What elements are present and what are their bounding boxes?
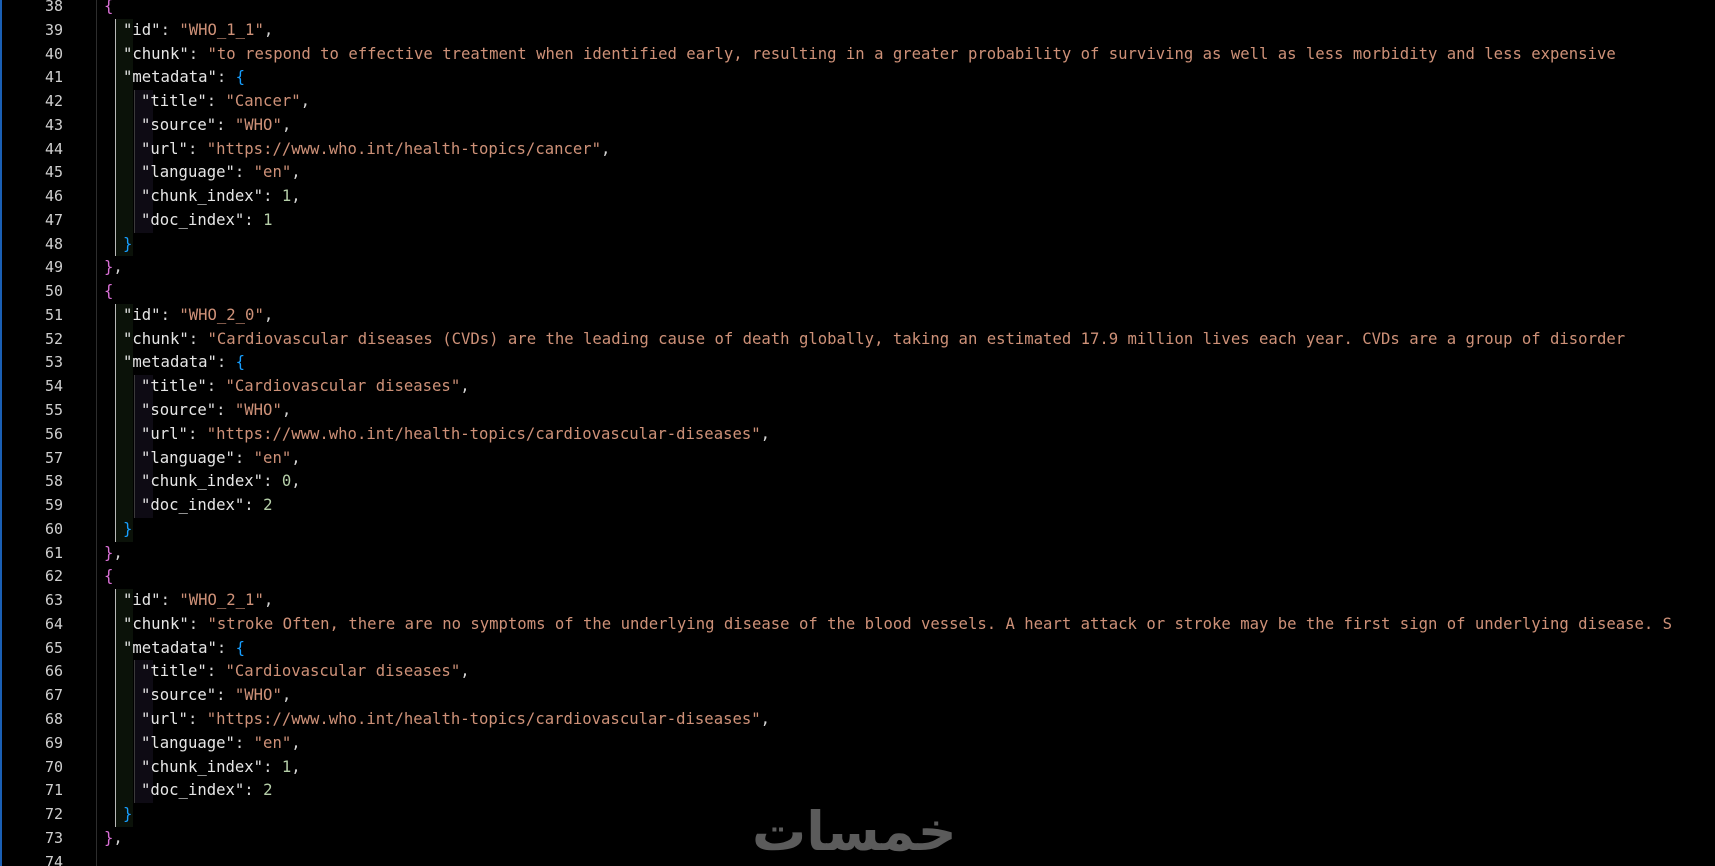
punctuation: , [263, 591, 274, 610]
code-line[interactable] [98, 565, 1715, 589]
punctuation: : [263, 187, 282, 206]
json-number: 1 [281, 757, 292, 776]
code-line[interactable] [98, 161, 1715, 185]
bracket: } [104, 828, 114, 847]
code-text [141, 494, 272, 518]
indent-shade [116, 209, 133, 233]
punctuation: , [460, 662, 470, 681]
json-key: "source" [141, 686, 217, 705]
code-text [104, 256, 123, 280]
code-text [123, 66, 245, 90]
json-key: "language" [141, 448, 235, 467]
code-text [141, 756, 301, 780]
punctuation: : [187, 424, 207, 443]
json-key: "id" [123, 591, 161, 610]
code-line[interactable] [98, 732, 1715, 756]
indent-shade [116, 447, 133, 471]
punctuation: : [188, 44, 208, 63]
line-number: 45 [44, 163, 63, 182]
line-number: 48 [44, 234, 63, 253]
line-number: 40 [44, 44, 63, 63]
code-line[interactable] [98, 542, 1715, 566]
indent-shade [116, 399, 133, 423]
code-text [141, 732, 301, 756]
json-key: "chunk" [123, 44, 189, 63]
line-number: 58 [44, 472, 63, 491]
json-key: "url" [141, 139, 188, 158]
code-line[interactable] [98, 328, 1715, 352]
code-line[interactable] [98, 209, 1715, 233]
line-number: 44 [44, 139, 63, 158]
json-key: "chunk" [123, 614, 189, 633]
bracket: } [104, 258, 114, 277]
punctuation: , [291, 472, 301, 491]
line-number-gutter [0, 0, 96, 866]
code-line[interactable] [98, 470, 1715, 494]
code-text [123, 613, 1672, 637]
code-line[interactable] [98, 114, 1715, 138]
json-string: "en" [253, 733, 292, 752]
punctuation: : [216, 686, 235, 705]
code-line[interactable] [98, 375, 1715, 399]
code-line[interactable] [98, 138, 1715, 162]
json-string: "WHO" [234, 686, 282, 705]
punctuation: : [206, 662, 226, 681]
punctuation: : [263, 757, 282, 776]
line-number: 63 [44, 591, 63, 610]
code-text [141, 90, 310, 114]
json-key: "chunk_index" [141, 757, 264, 776]
code-text [123, 518, 132, 542]
line-number: 65 [44, 638, 63, 657]
bracket: { [235, 353, 246, 372]
line-number: 42 [44, 92, 63, 111]
code-text [123, 304, 273, 328]
code-line[interactable] [98, 304, 1715, 328]
punctuation: , [281, 401, 292, 420]
line-number: 66 [44, 662, 63, 681]
line-number: 61 [44, 543, 63, 562]
code-text [104, 565, 113, 589]
line-number: 57 [44, 448, 63, 467]
code-line[interactable] [98, 423, 1715, 447]
json-number: 2 [263, 781, 273, 800]
json-key: "source" [141, 115, 217, 134]
punctuation: , [291, 733, 301, 752]
code-text [141, 185, 301, 209]
json-key: "title" [141, 377, 207, 396]
line-number: 47 [44, 210, 63, 229]
code-area[interactable] [98, 0, 1715, 866]
punctuation: : [160, 591, 180, 610]
code-text [123, 637, 245, 661]
code-line[interactable] [98, 43, 1715, 67]
indent-shade [116, 708, 133, 732]
line-number: 41 [44, 68, 63, 87]
punctuation: , [291, 448, 301, 467]
code-line[interactable] [98, 518, 1715, 542]
json-key: "doc_index" [141, 781, 245, 800]
indent-shade [116, 375, 133, 399]
bracket: { [104, 567, 114, 586]
json-key: "url" [141, 709, 188, 728]
line-number: 46 [44, 187, 63, 206]
punctuation: : [206, 92, 226, 111]
json-string: "https://www.who.int/health-topics/cardiovascular-diseases" [206, 709, 761, 728]
bracket: { [235, 638, 246, 657]
punctuation: : [160, 20, 180, 39]
line-number: 51 [44, 305, 63, 324]
json-string: "stroke Often, there are no symptoms of the underlying disease of the blood vessels. A heart attack or stroke may be the first sign of underlying disease. S [207, 614, 1673, 633]
line-number: 53 [44, 353, 63, 372]
punctuation: : [244, 496, 264, 515]
indent-shade [116, 114, 133, 138]
code-line[interactable] [98, 637, 1715, 661]
json-number: 0 [281, 472, 292, 491]
code-line[interactable] [98, 613, 1715, 637]
line-number: 55 [44, 401, 63, 420]
line-number: 39 [44, 20, 63, 39]
code-text [141, 375, 470, 399]
line-number: 49 [44, 258, 63, 277]
code-text [141, 684, 291, 708]
json-string: "WHO_2_0" [179, 305, 264, 324]
punctuation: , [291, 187, 301, 206]
code-line[interactable] [98, 90, 1715, 114]
punctuation: : [234, 448, 254, 467]
bracket: } [123, 519, 133, 538]
indent-shade [116, 684, 133, 708]
code-line[interactable] [98, 447, 1715, 471]
code-text [123, 233, 132, 257]
indent-shade [116, 423, 133, 447]
code-text [141, 399, 291, 423]
json-string: "WHO" [234, 401, 282, 420]
punctuation: , [300, 92, 310, 111]
line-number: 70 [44, 757, 63, 776]
json-string: "to respond to effective treatment when identified early, resulting in a greater probability of surviving as well as less morbidity and less expensive [207, 44, 1616, 63]
punctuation: : [263, 472, 282, 491]
indent-shade [116, 138, 133, 162]
json-key: "metadata" [123, 638, 217, 657]
line-number: 64 [44, 614, 63, 633]
gutter-divider [96, 0, 97, 866]
line-number: 73 [44, 828, 63, 847]
code-text [104, 827, 123, 851]
code-line[interactable] [98, 19, 1715, 43]
indent-shade [116, 756, 133, 780]
json-string: "Cardiovascular diseases" [225, 662, 461, 681]
punctuation: , [281, 686, 292, 705]
json-string: "WHO_2_1" [179, 591, 264, 610]
line-number: 38 [44, 0, 63, 15]
punctuation: , [291, 757, 301, 776]
json-key: "language" [141, 733, 235, 752]
punctuation: : [216, 353, 236, 372]
json-key: "id" [123, 20, 161, 39]
code-line[interactable] [98, 280, 1715, 304]
json-key: "language" [141, 163, 235, 182]
json-string: "WHO_1_1" [179, 20, 264, 39]
code-line[interactable] [98, 494, 1715, 518]
json-key: "doc_index" [141, 496, 245, 515]
line-number: 43 [44, 115, 63, 134]
code-line[interactable] [98, 660, 1715, 684]
json-key: "source" [141, 401, 217, 420]
json-string: "en" [253, 448, 292, 467]
json-key: "metadata" [123, 68, 217, 87]
code-line[interactable] [98, 351, 1715, 375]
json-key: "id" [123, 305, 161, 324]
code-text [141, 114, 291, 138]
punctuation: : [187, 709, 207, 728]
json-key: "chunk_index" [141, 187, 264, 206]
code-text [141, 423, 770, 447]
punctuation: : [216, 68, 236, 87]
punctuation: , [601, 139, 611, 158]
bracket: } [104, 543, 114, 562]
punctuation: : [244, 210, 264, 229]
line-number: 67 [44, 686, 63, 705]
json-string: "WHO" [234, 115, 282, 134]
code-line[interactable] [98, 66, 1715, 90]
punctuation: : [206, 377, 226, 396]
json-string: "en" [253, 163, 292, 182]
line-number: 56 [44, 424, 63, 443]
code-text [123, 43, 1616, 67]
punctuation: , [760, 709, 771, 728]
indent-shade [116, 470, 133, 494]
line-number: 60 [44, 519, 63, 538]
indent-shade [116, 779, 133, 803]
json-string: "Cardiovascular diseases (CVDs) are the leading cause of death globally, taking an estimated 17.9 million lives each year. CVDs are a group of disorder [207, 329, 1626, 348]
indent-shade [116, 161, 133, 185]
punctuation: , [281, 115, 292, 134]
code-line[interactable] [98, 589, 1715, 613]
punctuation: , [113, 828, 123, 847]
punctuation: : [216, 401, 235, 420]
code-text [141, 138, 610, 162]
code-text [123, 589, 273, 613]
punctuation: , [291, 163, 301, 182]
indent-shade [116, 90, 133, 114]
line-number: 69 [44, 733, 63, 752]
json-string: "https://www.who.int/health-topics/cancer" [206, 139, 602, 158]
json-string: "Cardiovascular diseases" [225, 377, 461, 396]
json-string: "Cancer" [225, 92, 301, 111]
json-string: "https://www.who.int/health-topics/cardiovascular-diseases" [206, 424, 761, 443]
punctuation: , [460, 377, 470, 396]
line-number: 54 [44, 377, 63, 396]
code-text [141, 447, 301, 471]
punctuation: : [234, 733, 254, 752]
punctuation: , [263, 305, 274, 324]
code-line[interactable] [98, 256, 1715, 280]
code-text [141, 470, 301, 494]
code-text [104, 280, 113, 304]
punctuation: : [188, 329, 208, 348]
punctuation: , [760, 424, 771, 443]
json-key: "url" [141, 424, 188, 443]
punctuation: : [244, 781, 264, 800]
code-text [123, 351, 245, 375]
bracket: { [104, 282, 114, 301]
punctuation: , [113, 543, 123, 562]
punctuation: : [234, 163, 254, 182]
code-text [141, 161, 301, 185]
watermark-logo: خمسات [752, 800, 957, 863]
indent-shade [116, 732, 133, 756]
line-number: 62 [44, 567, 63, 586]
json-number: 2 [263, 496, 273, 515]
line-number: 50 [44, 282, 63, 301]
json-key: "chunk_index" [141, 472, 264, 491]
json-key: "doc_index" [141, 210, 245, 229]
line-number: 52 [44, 329, 63, 348]
bracket: } [123, 805, 133, 824]
punctuation: : [216, 638, 236, 657]
code-text [141, 209, 272, 233]
bracket: { [235, 68, 246, 87]
code-line[interactable] [98, 0, 1715, 19]
code-line[interactable] [98, 756, 1715, 780]
punctuation: : [187, 139, 207, 158]
punctuation: : [188, 614, 208, 633]
code-line[interactable] [98, 708, 1715, 732]
json-key: "title" [141, 662, 207, 681]
punctuation: : [160, 305, 180, 324]
bracket: } [123, 234, 133, 253]
code-text [123, 328, 1625, 352]
code-line[interactable] [98, 399, 1715, 423]
line-number: 68 [44, 709, 63, 728]
indent-shade [116, 660, 133, 684]
code-line[interactable] [98, 185, 1715, 209]
line-number: 74 [44, 852, 63, 866]
punctuation: : [216, 115, 235, 134]
code-text [123, 803, 132, 827]
line-number: 59 [44, 496, 63, 515]
code-text [141, 708, 770, 732]
code-line[interactable] [98, 684, 1715, 708]
code-text [123, 19, 273, 43]
indent-shade [116, 494, 133, 518]
code-text [104, 0, 113, 19]
json-key: "metadata" [123, 353, 217, 372]
code-text [141, 779, 272, 803]
json-number: 1 [281, 187, 292, 206]
line-number: 71 [44, 781, 63, 800]
code-text [141, 660, 470, 684]
punctuation: , [263, 20, 274, 39]
line-number: 72 [44, 805, 63, 824]
json-key: "title" [141, 92, 207, 111]
bracket: { [104, 0, 114, 15]
indent-shade [116, 185, 133, 209]
code-line[interactable] [98, 233, 1715, 257]
json-key: "chunk" [123, 329, 189, 348]
punctuation: , [113, 258, 123, 277]
json-number: 1 [263, 210, 273, 229]
code-text [104, 542, 123, 566]
